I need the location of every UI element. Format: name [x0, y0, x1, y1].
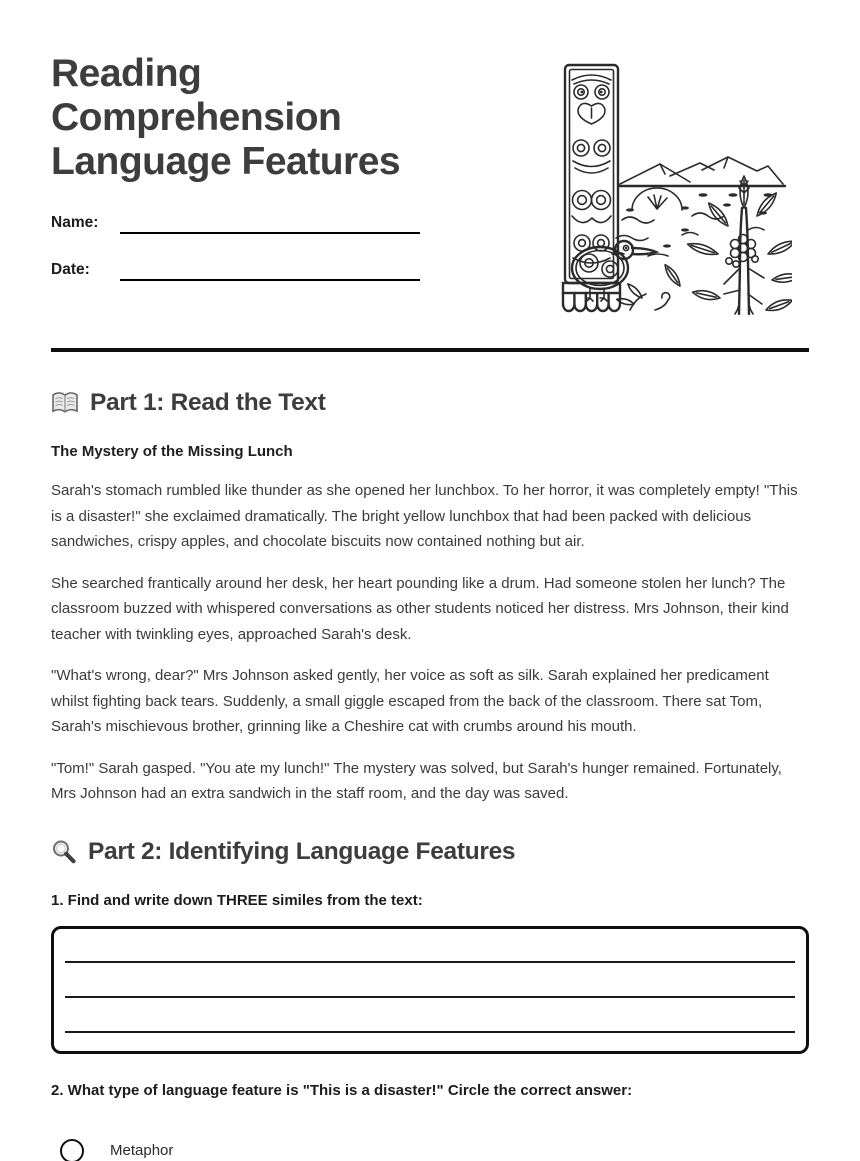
answer-option-metaphor[interactable]: [60, 1139, 809, 1161]
option-circle[interactable]: [60, 1139, 84, 1161]
page-title-line: Comprehension: [51, 96, 342, 139]
option-label: Metaphor: [110, 1142, 174, 1159]
ground-sprigs: [616, 263, 683, 310]
answer-line-2[interactable]: [65, 996, 795, 998]
maori-illustration: [552, 58, 792, 316]
story-paragraph-4: "Tom!" Sarah gasped. "You ate my lunch!" The mystery was solved, but Sarah's hunger remained. Fortunately, Mrs Johnson had an extra sandwich in the staff room, and the day was saved.: [51, 759, 782, 802]
question2-label: 2. What type of language feature is "This is a disaster!" Circle the correct answer:: [51, 1081, 633, 1099]
story-text: [51, 478, 809, 807]
question1-label: 1. Find and write down THREE similes from the text:: [51, 891, 423, 909]
story-paragraph-3: "What's wrong, dear?" Mrs Johnson asked gently, her voice as soft as silk. Sarah explained her predicament whilst fighting back tears. Suddenly, a small giggle escaped from the back of the classroom. There sat Tom, Sarah's mischievous brother, grinning like a Cheshire cat with crumbs around his mouth.: [51, 667, 769, 735]
magnifying-glass-icon: [51, 839, 77, 865]
open-book-icon: [51, 391, 79, 415]
date-label: Date:: [51, 261, 90, 278]
flower-berries: [726, 235, 758, 268]
story-paragraph-2: She searched frantically around her desk, her heart pounding like a drum. Had someone stolen her lunch? The classroom buzzed with whispered conversations as other students noticed her distress. Mrs Johnson, their kind teacher with twinkling eyes, approached Sarah's desk.: [51, 574, 789, 643]
answer-line-1[interactable]: [65, 961, 795, 963]
part1-heading: [51, 388, 809, 418]
question1-answer-box[interactable]: [51, 926, 809, 1054]
page-title-line: Reading: [51, 52, 202, 95]
date-input-line[interactable]: [120, 257, 420, 281]
name-input-line[interactable]: [120, 210, 420, 234]
pou-kiwi-landscape-drawing: [552, 58, 792, 316]
story-title: The Mystery of the Missing Lunch: [51, 443, 293, 460]
carved-pou: [563, 65, 620, 311]
mountains: [618, 157, 785, 186]
part2-heading-text: Part 2: Identifying Language Features: [88, 837, 516, 865]
answer-line-3[interactable]: [65, 1031, 795, 1033]
page-title-line: Language Features: [51, 140, 401, 183]
name-label: Name:: [51, 214, 99, 231]
part2-heading: [51, 837, 809, 867]
story-paragraph-1: Sarah's stomach rumbled like thunder as she opened her lunchbox. To her horror, it was completely empty! "This is a disaster!" she exclaimed dramatically. The bright yellow lunchbox that had been packed with delicious sandwiches, crispy apples, and chocolate biscuits now contained nothing but air.: [51, 482, 798, 550]
part1-heading-text: Part 1: Read the Text: [90, 389, 326, 416]
section-divider: [51, 348, 809, 352]
